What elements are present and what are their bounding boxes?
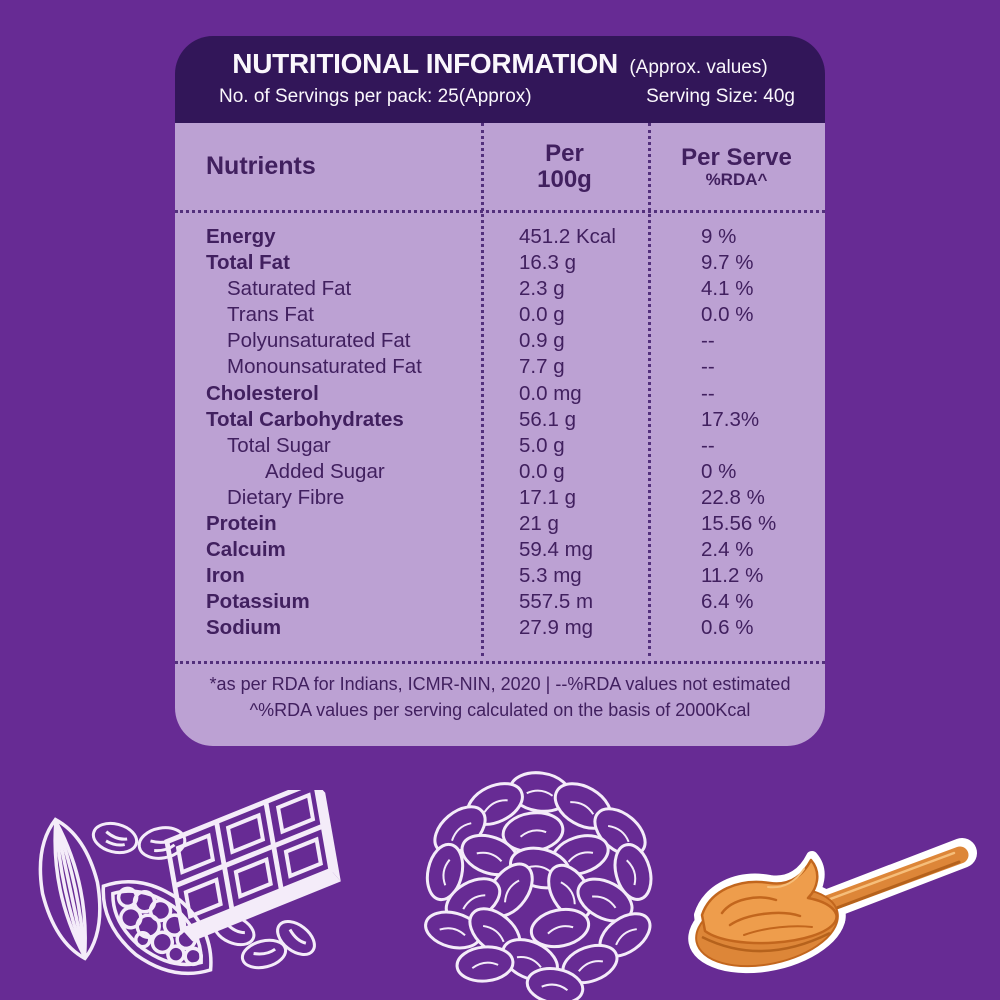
per-100g-value: 17.1 g [519, 485, 576, 509]
per-100g-value: 2.3 g [519, 277, 565, 301]
peanut-icons [422, 769, 658, 1000]
nutrient-row [175, 354, 825, 380]
nutrient-row [175, 407, 825, 433]
nutrient-name: Saturated Fat [227, 277, 352, 301]
per-serve-line1: Per Serve [681, 143, 792, 171]
rda-value: 0.6 % [701, 616, 754, 640]
rda-value: 2.4 % [701, 538, 754, 562]
per-100g-value: 451.2 Kcal [519, 225, 616, 248]
rda-value: 22.8 % [701, 485, 765, 509]
rda-value: 17.3% [701, 407, 760, 431]
per-serve-line2: %RDA^ [705, 169, 768, 189]
rda-value: 11.2 % [701, 564, 764, 588]
nutrient-name: Protein [206, 512, 277, 536]
per-100g-value: 0.0 g [519, 459, 565, 483]
chocolate-bar-icon [167, 790, 341, 944]
rda-value: 15.56 % [701, 512, 777, 536]
per-100g-value: 5.3 mg [519, 564, 582, 588]
per-100g-value: 0.0 mg [519, 381, 582, 405]
nutrient-row [175, 250, 825, 276]
per-100g-value: 0.9 g [519, 329, 565, 353]
column-header-nutrients: Nutrients [206, 152, 316, 180]
serving-line [175, 85, 825, 108]
nutrient-row [175, 511, 825, 537]
per-100g-line1: Per [545, 139, 584, 167]
nutrient-row [175, 459, 825, 485]
per-100g-value: 557.5 m [519, 590, 594, 614]
nutrient-row [175, 563, 825, 589]
card-header [175, 36, 825, 123]
header-separator-line [175, 210, 825, 213]
column-header-per-serve [648, 145, 825, 189]
column-header-per-100g [481, 141, 648, 193]
nutrient-row [175, 615, 825, 641]
nutrient-name: Trans Fat [227, 303, 314, 327]
nutrient-name: Dietary Fibre [227, 485, 345, 509]
nutrient-row [175, 276, 825, 302]
per-100g-line2: 100g [537, 165, 592, 193]
per-100g-value: 16.3 g [519, 251, 576, 275]
serving-size: Serving Size: 40g [646, 86, 795, 107]
rda-value: -- [701, 329, 715, 353]
nutrient-name: Sodium [206, 616, 282, 640]
nutrient-name: Added Sugar [265, 459, 385, 483]
nutrient-name: Potassium [206, 590, 310, 614]
cocoa-chocolate-illustration [22, 790, 357, 995]
cocoa-bean-icon [90, 819, 139, 857]
peanut-butter-spoon-illustration [672, 815, 992, 985]
cocoa-pod-icon [28, 814, 112, 965]
nutrient-row [175, 589, 825, 615]
nutrient-name: Total Fat [206, 251, 290, 275]
nutrient-name: Iron [206, 564, 245, 588]
nutrient-name: Energy [206, 225, 276, 248]
per-100g-value: 21 g [519, 512, 559, 536]
footnotes [175, 671, 825, 723]
nutrient-row [175, 433, 825, 459]
footer-separator-line [175, 661, 825, 664]
rda-value: -- [701, 433, 715, 457]
per-100g-value: 56.1 g [519, 407, 576, 431]
nutrient-name: Cholesterol [206, 381, 319, 405]
nutrient-row [175, 224, 825, 250]
servings-per-pack: No. of Servings per pack: 25(Approx) [219, 86, 532, 107]
rda-value: 4.1 % [701, 277, 754, 301]
rda-value: -- [701, 355, 715, 379]
table-header-row [175, 123, 825, 210]
nutrient-name: Monounsaturated Fat [227, 355, 422, 379]
footnote-rda-source: *as per RDA for Indians, ICMR-NIN, 2020 | --%RDA values not estimated [209, 674, 791, 694]
nutrient-row [175, 328, 825, 354]
per-100g-value: 7.7 g [519, 355, 565, 379]
peanut-cluster-illustration [415, 758, 665, 1000]
nutrient-row [175, 485, 825, 511]
nutrition-table-panel [175, 123, 825, 746]
nutrition-card [175, 36, 825, 746]
nutrient-rows [175, 224, 825, 642]
cocoa-bean-icon [271, 915, 320, 961]
nutrient-name: Calcuim [206, 538, 286, 562]
per-100g-value: 0.0 g [519, 303, 565, 327]
nutrient-row [175, 381, 825, 407]
rda-value: 9.7 % [701, 251, 754, 275]
rda-value: 6.4 % [701, 590, 754, 614]
nutrient-row [175, 302, 825, 328]
nutrient-name: Polyunsaturated Fat [227, 329, 411, 353]
title-line [175, 47, 825, 85]
peanut-butter-swirl [702, 860, 837, 943]
rda-value: 0 % [701, 459, 737, 483]
footnote-rda-basis: ^%RDA values per serving calculated on the basis of 2000Kcal [249, 700, 751, 720]
nutrient-name: Total Carbohydrates [206, 407, 404, 431]
page-title: NUTRITIONAL INFORMATION [232, 48, 618, 79]
rda-value: -- [701, 381, 715, 405]
per-100g-value: 27.9 mg [519, 616, 594, 640]
approx-values-note: (Approx. values) [629, 57, 768, 78]
nutrient-name: Total Sugar [227, 433, 331, 457]
nutrient-row [175, 537, 825, 563]
per-100g-value: 59.4 mg [519, 538, 594, 562]
rda-value: 0.0 % [701, 303, 754, 327]
per-100g-value: 5.0 g [519, 433, 565, 457]
rda-value: 9 % [701, 225, 737, 248]
